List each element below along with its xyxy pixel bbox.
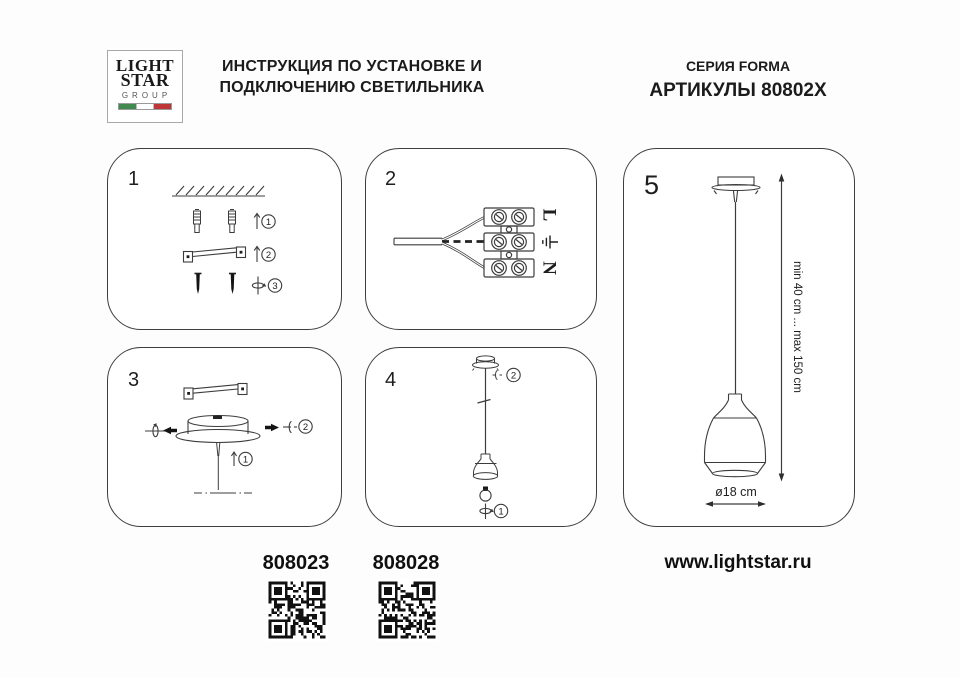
height-dimension bbox=[779, 174, 803, 482]
side-screw-icon bbox=[283, 422, 297, 433]
step-3-panel bbox=[107, 347, 342, 527]
arrow-up-icon bbox=[254, 247, 260, 263]
terminal-block bbox=[484, 208, 534, 277]
ceiling-hatch bbox=[172, 186, 265, 196]
step-1-panel bbox=[107, 148, 342, 330]
article-code-808028: 808028 bbox=[372, 552, 440, 574]
step-4-number: 4 bbox=[385, 369, 397, 391]
cord-adjuster bbox=[478, 400, 491, 404]
side-screw-icon bbox=[493, 371, 503, 380]
ceiling-canopy bbox=[712, 177, 760, 202]
screwdriver-rotate-icon bbox=[252, 277, 266, 295]
mounting-bracket-icon bbox=[184, 247, 246, 262]
step-1-diagram bbox=[108, 149, 341, 329]
terminal-label-line: L bbox=[538, 208, 560, 222]
arrow-up-icon bbox=[254, 214, 260, 230]
arrow-right-icon bbox=[265, 424, 279, 431]
flag-red-segment bbox=[154, 104, 171, 109]
terminal-screws bbox=[492, 210, 527, 276]
suspension-cord bbox=[217, 443, 220, 491]
step-5-diagram bbox=[624, 149, 854, 526]
callout-2-number: 2 bbox=[265, 250, 272, 261]
mains-cable bbox=[394, 238, 442, 245]
step-2-panel bbox=[365, 148, 597, 330]
flag-white-segment bbox=[137, 104, 155, 109]
arrow-left-icon bbox=[163, 427, 177, 434]
callout-1-number: 1 bbox=[242, 454, 249, 466]
series-label: СЕРИЯ FORMA bbox=[685, 58, 791, 74]
diameter-dimension bbox=[705, 485, 766, 507]
instruction-title bbox=[193, 56, 511, 98]
website-url: www.lightstar.ru bbox=[664, 552, 812, 573]
italian-flag-stripe bbox=[118, 103, 172, 110]
wires bbox=[442, 218, 484, 268]
ceiling-canopy bbox=[176, 416, 260, 443]
wall-anchor-icon bbox=[194, 210, 236, 233]
title-line-2: ПОДКЛЮЧЕНИЮ СВЕТИЛЬНИКА bbox=[219, 79, 485, 96]
step-5-panel bbox=[623, 148, 855, 527]
ground-symbol-icon bbox=[543, 236, 558, 249]
step-4-panel bbox=[365, 347, 597, 527]
terminal-label-neutral: N bbox=[538, 261, 560, 275]
qr-code-808028 bbox=[376, 579, 438, 641]
logo-light-text: LIGHT bbox=[115, 56, 175, 75]
callout-2-number: 2 bbox=[302, 422, 309, 433]
step-1-number: 1 bbox=[128, 168, 140, 190]
screwdriver-rotate-icon bbox=[480, 504, 494, 520]
height-dimension-label: min 40 cm ... max 150 cm bbox=[791, 261, 803, 393]
callout-1-number: 1 bbox=[265, 217, 272, 228]
callout-2-number: 2 bbox=[510, 370, 517, 382]
step-5-number: 5 bbox=[644, 170, 660, 200]
logo-group-text: GROUP bbox=[121, 91, 172, 100]
step-3-diagram bbox=[108, 348, 341, 526]
step-2-number: 2 bbox=[385, 168, 397, 190]
qr-code-808023 bbox=[266, 579, 328, 641]
diameter-dimension-label: ø18 cm bbox=[715, 485, 757, 499]
article-code-808023: 808023 bbox=[262, 552, 330, 574]
arrow-up-icon bbox=[231, 452, 236, 466]
lamp-shade bbox=[705, 394, 766, 477]
lamp-shade bbox=[473, 454, 497, 479]
lightstar-logo bbox=[107, 50, 183, 123]
screw-icon bbox=[195, 274, 237, 295]
callout-1-number: 1 bbox=[498, 506, 504, 518]
articles-label: АРТИКУЛЫ 80802X bbox=[649, 80, 827, 101]
light-bulb-icon bbox=[480, 487, 491, 502]
flag-green-segment bbox=[119, 104, 137, 109]
callout-3-number: 3 bbox=[272, 281, 278, 292]
title-line-1: ИНСТРУКЦИЯ ПО УСТАНОВКЕ И bbox=[221, 58, 483, 75]
step-3-number: 3 bbox=[128, 369, 140, 391]
step-4-diagram bbox=[366, 348, 596, 526]
logo-star-text: STAR bbox=[120, 70, 170, 90]
screwdriver-rotate-icon bbox=[145, 423, 166, 437]
step-2-diagram bbox=[366, 149, 596, 329]
mounting-bracket-icon bbox=[184, 384, 247, 400]
